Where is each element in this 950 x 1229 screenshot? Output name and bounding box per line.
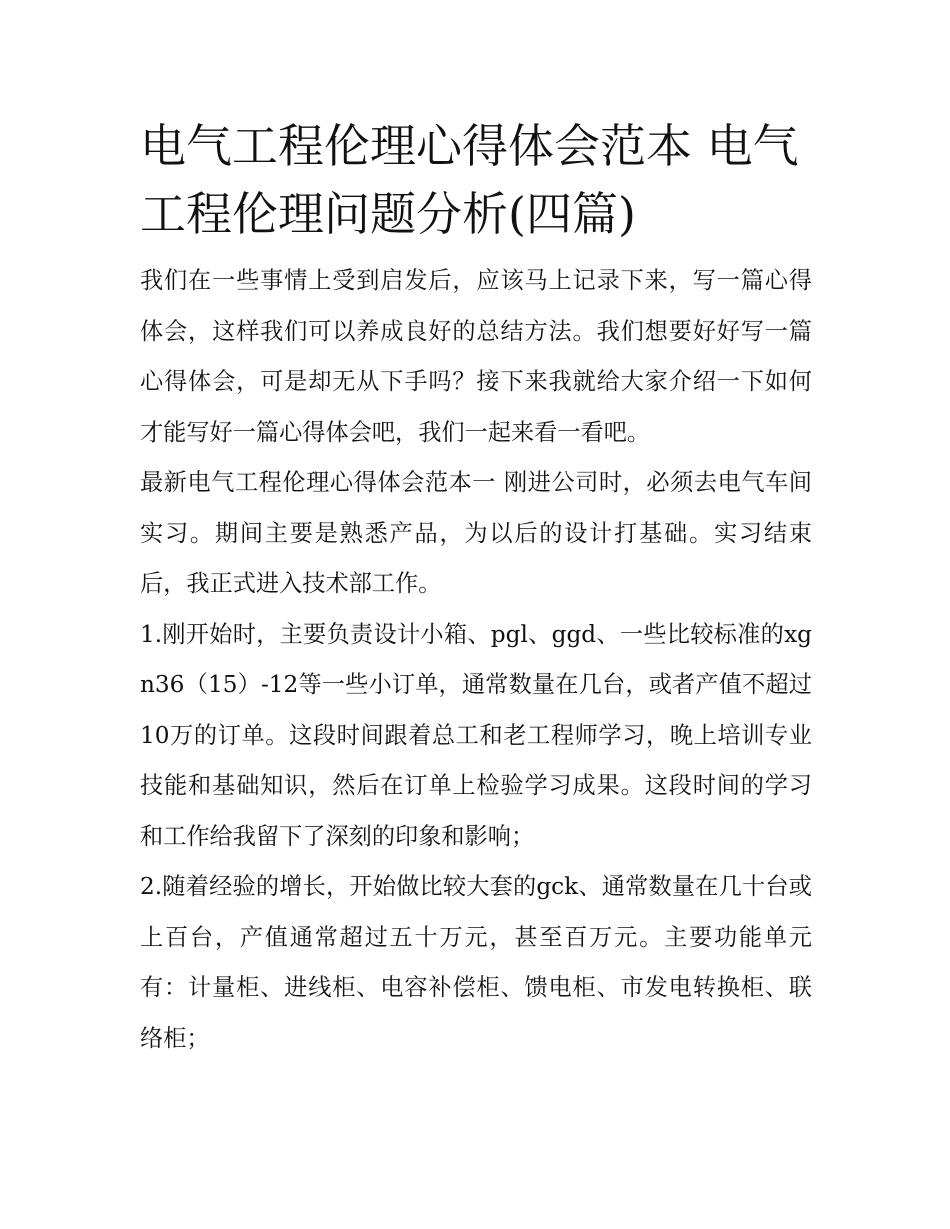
intro-paragraph: 我们在一些事情上受到启发后，应该马上记录下来，写一篇心得体会，这样我们可以养成良好的总结方法。我们想要好好写一篇心得体会，可是却无从下手吗？接下来我就给大家介绍一下如何才能写好一篇心得体会吧，我们一起来看一看吧。 xyxy=(140,267,812,446)
document-page xyxy=(140,112,812,1064)
body-paragraph-2: 1.刚开始时，主要负责设计小箱、pgl、ggd、一些比较标准的xgn36（15）-12等一些小订单，通常数量在几台，或者产值不超过10万的订单。这段时间跟着总工和老工程师学习，晚上培训专业技能和基础知识，然后在订单上检验学习成果。这段时间的学习和工作给我留下了深刻的印象和影响； xyxy=(140,620,812,850)
body-paragraph-1: 最新电气工程伦理心得体会范本一 刚进公司时，必须去电气车间实习。期间主要是熟悉产品，为以后的设计打基础。实习结束后，我正式进入技术部工作。 xyxy=(140,469,812,597)
body-paragraph-3: 2.随着经验的增长，开始做比较大套的gck、通常数量在几十台或上百台，产值通常超过五十万元，甚至百万元。主要功能单元有：计量柜、进线柜、电容补偿柜、馈电柜、市发电转换柜、联络柜； xyxy=(140,873,812,1052)
document-title: 电气工程伦理心得体会范本 电气工程伦理问题分析(四篇) xyxy=(140,119,799,241)
